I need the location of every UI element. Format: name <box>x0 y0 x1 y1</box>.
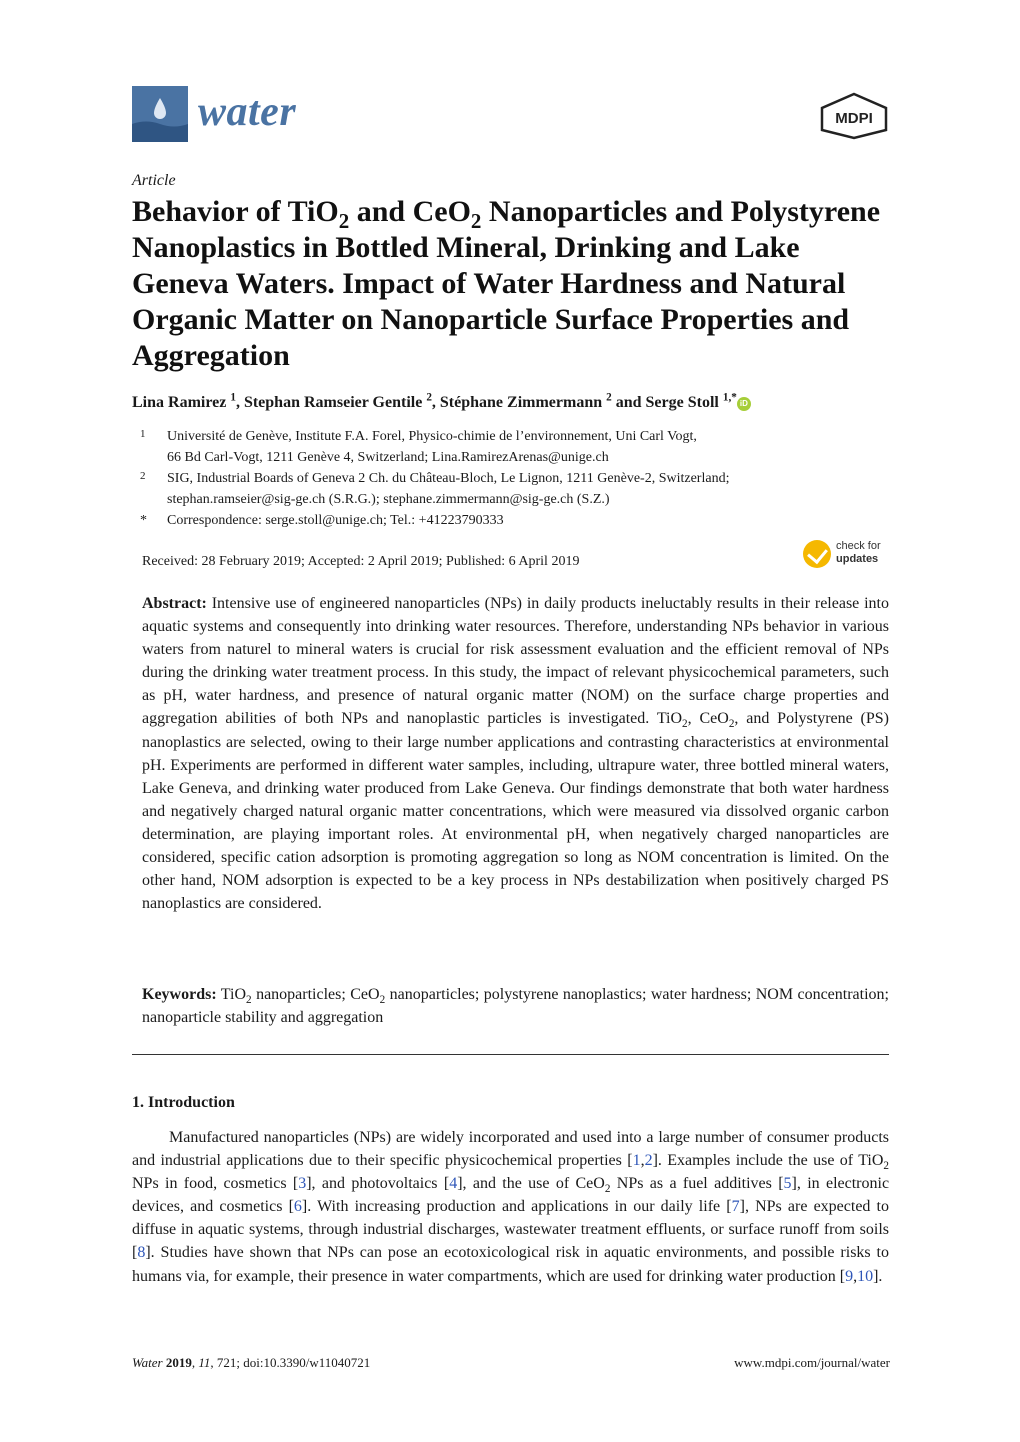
citation-link[interactable]: 10 <box>857 1267 874 1285</box>
citation-link[interactable]: 7 <box>731 1198 740 1216</box>
keywords: Keywords: TiO$_2$ nanoparticles; CeO$_2$ nanoparticles; polystyrene nanoplastics; water hardness; NOM concentration; nanoparticle stability and aggregation <box>142 986 889 1026</box>
affiliation-mark: * <box>140 513 147 528</box>
citation-link[interactable]: 5 <box>783 1175 792 1193</box>
citation-link[interactable]: 1 <box>632 1152 641 1170</box>
author-name: , Stéphane Zimmermann <box>431 394 603 411</box>
citation-link[interactable]: 9 <box>845 1267 854 1285</box>
paper-title: Behavior of TiO$_2$ and CeO$_2$ Nanoparticles and Polystyrene Nanoplastics in Bottled Mineral, Drinking and Lake Geneva Waters. Impact of Water Hardness and Natural Organic Matter on Nanoparticle Surface Properties and Aggregation <box>132 195 881 372</box>
mdpi-logo <box>818 92 890 140</box>
journal-name: water <box>198 89 297 135</box>
publisher-name: MDPI <box>835 110 873 127</box>
check-for-updates-badge[interactable]: check for updates <box>803 538 899 572</box>
citation-link[interactable]: 3 <box>298 1175 307 1193</box>
citation-link[interactable]: 4 <box>449 1175 458 1193</box>
journal-logo-icon <box>132 86 188 142</box>
keywords-label: Keywords: <box>142 986 217 1003</box>
footer-journal-url[interactable]: www.mdpi.com/journal/water <box>734 1355 890 1370</box>
orcid-icon[interactable]: iD <box>737 397 751 411</box>
section-heading: 1. Introduction <box>132 1094 235 1111</box>
author-name: Lina Ramirez <box>132 394 227 411</box>
citation-link[interactable]: 2 <box>644 1152 653 1170</box>
abstract-label: Abstract: <box>142 595 207 612</box>
section-divider <box>132 1054 889 1055</box>
publication-dates: Received: 28 February 2019; Accepted: 2 April 2019; Published: 6 April 2019 <box>142 554 580 569</box>
footer-citation: Water 2019, 11, 721; doi:10.3390/w11040721 <box>132 1355 371 1370</box>
introduction-paragraph: Manufactured nanoparticles (NPs) are widely incorporated and used into a large number of consumer products and industrial applications due to their specific physicochemical properties [1,2]. Examples include the use of TiO$_2$ NPs in food, cosmetics [3], and photovoltaics [4], and the use of CeO$_2$ NPs as a fuel additives [5], in electronic devices, and cosmetics [6]. With increasing production and applications in our daily life [7], NPs are expected to diffuse in aquatic systems, through industrial discharges, wastewater treatment effluents, or surface runoff from soils [8]. Studies have shown that NPs can pose an ecotoxicological risk in aquatic environments, and possible risks to humans via, for example, their presence in water compartments, which are used for drinking water production [9,10]. <box>132 1129 890 1285</box>
author-name: , Stephan Ramseier Gentile <box>235 394 423 411</box>
affiliation-mark: 2 <box>140 470 146 482</box>
checkmark-icon <box>803 540 831 568</box>
author-list: Lina Ramirez $^1$, Stephan Ramseier Gentile $^2$, Stéphane Zimmermann $^2$ and Serge Stoll $^{1,*}$ iD <box>132 394 892 412</box>
abstract: Abstract: Intensive use of engineered nanoparticles (NPs) in daily products ineluctably results in their release into aquatic systems and consequently into drinking water resources. Therefore, understanding NPs behavior in various waters from naturel to mineral waters is crucial for risk assessment evaluation and the efficient removal of NPs during the drinking water treatment process. In this study, the impact of relevant physicochemical parameters, such as pH, water hardness, and presence of natural organic matter (NOM) on the surface charge properties and aggregation abilities of both NPs and nanoplastic particles is investigated. TiO$_2$, CeO$_2$, and Polystyrene (PS) nanoplastics are selected, owing to their large number applications and contrasting characteristics at environmental pH. Experiments are performed in different water samples, including, ultrapure water, three bottled mineral waters, Lake Geneva, and drinking water produced from Lake Geneva. Our findings demonstrate that both water hardness and negatively charged natural organic matter concentrations, which were measured via dissolved organic carbon determination, are playing important roles. At environmental pH, when negatively charged nanoparticles are considered, specific cation adsorption is promoting aggregation so long as NOM concentration is limited. On the other hand, NOM adsorption is expected to be a key process in NPs destabilization when positively charged PS nanoplastics are considered. <box>142 595 890 913</box>
affiliation-1: Université de Genève, Institute F.A. Forel, Physico-chimie de l’environnement, Uni Carl Vogt, 66 Bd Carl-Vogt, 1211 Genève 4, Switzerland; Lina.RamirezArenas@unige.ch <box>167 429 697 465</box>
citation-link[interactable]: 6 <box>293 1198 302 1216</box>
correspondence: Correspondence: serge.stoll@unige.ch; Tel.: +41223790333 <box>167 513 504 528</box>
article-type: Article <box>132 172 176 189</box>
author-name: and Serge Stoll <box>611 394 719 411</box>
affiliation-2: SIG, Industrial Boards of Geneva 2 Ch. du Château-Bloch, Le Lignon, 1211 Genève-2, Switzerland; stephan.ramseier@sig-ge.ch (S.R.G.); stephane.zimmermann@sig-ge.ch (S.Z.) <box>167 471 730 507</box>
affiliation-mark: 1 <box>140 428 146 440</box>
citation-link[interactable]: 8 <box>137 1244 146 1262</box>
